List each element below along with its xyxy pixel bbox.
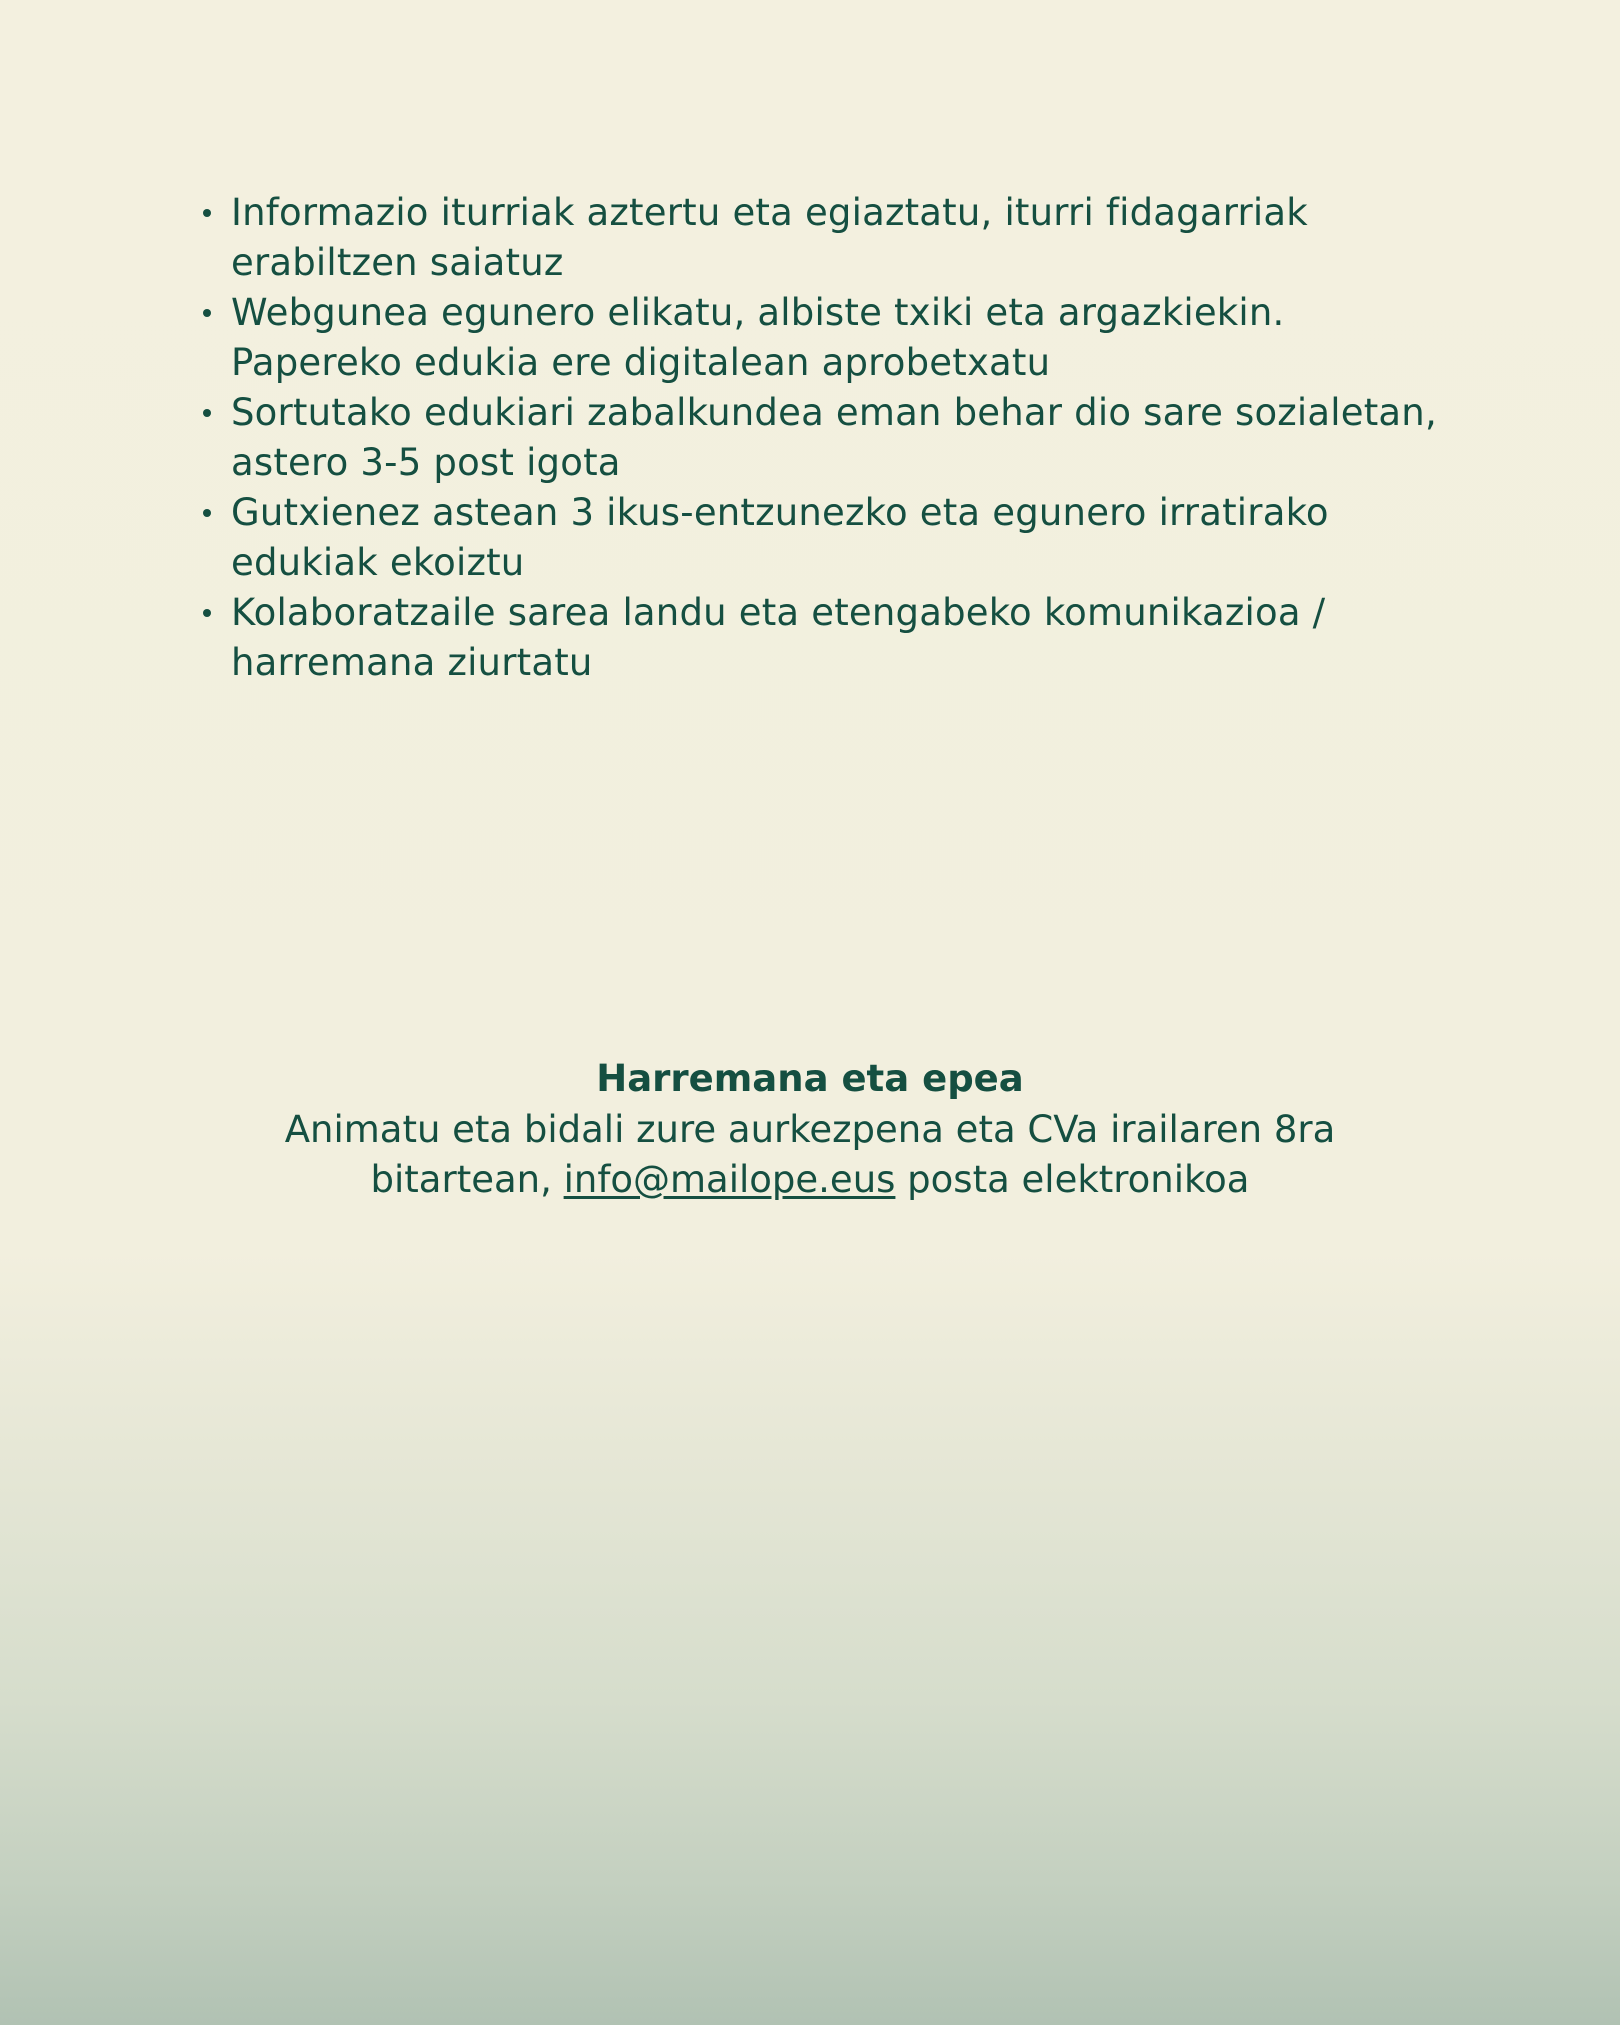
contact-text-after: posta elektronikoa — [895, 1158, 1250, 1201]
email-link[interactable]: info@mailope.eus — [563, 1158, 896, 1201]
duties-list — [200, 188, 1460, 688]
duty-item-text: Kolaboratzaile sarea landu eta etengabeko komunikazioa / harremana ziurtatu — [231, 591, 1326, 684]
duty-item — [200, 588, 1460, 688]
duty-item — [200, 188, 1460, 288]
duty-item-text: Informazio iturriak aztertu eta egiaztatu, iturri fidagarriak erabiltzen saiatuz — [231, 191, 1308, 284]
bullet-icon — [203, 509, 211, 517]
contact-title: Harremana eta epea — [596, 1057, 1024, 1100]
bullet-icon — [203, 209, 211, 217]
contact-text — [210, 1105, 1410, 1205]
duty-item — [200, 388, 1460, 488]
bullet-icon — [203, 609, 211, 617]
contact-text-before: Animatu eta bidali zure aurkezpena eta CVa irailaren 8ra bitartean, — [284, 1108, 1336, 1201]
duty-item-text: Sortutako edukiari zabalkundea eman behar dio sare sozialetan, astero 3-5 post igota — [231, 391, 1437, 484]
bullet-icon — [203, 309, 211, 317]
duty-item-text: Gutxienez astean 3 ikus-entzunezko eta egunero irratirako edukiak ekoiztu — [231, 491, 1329, 584]
duty-item — [200, 288, 1460, 388]
duty-item — [200, 488, 1460, 588]
contact-section — [0, 1053, 1620, 1205]
bullet-icon — [203, 409, 211, 417]
duty-item-text: Webgunea egunero elikatu, albiste txiki eta argazkiekin. Papereko edukia ere digitalean aprobetxatu — [231, 291, 1285, 384]
